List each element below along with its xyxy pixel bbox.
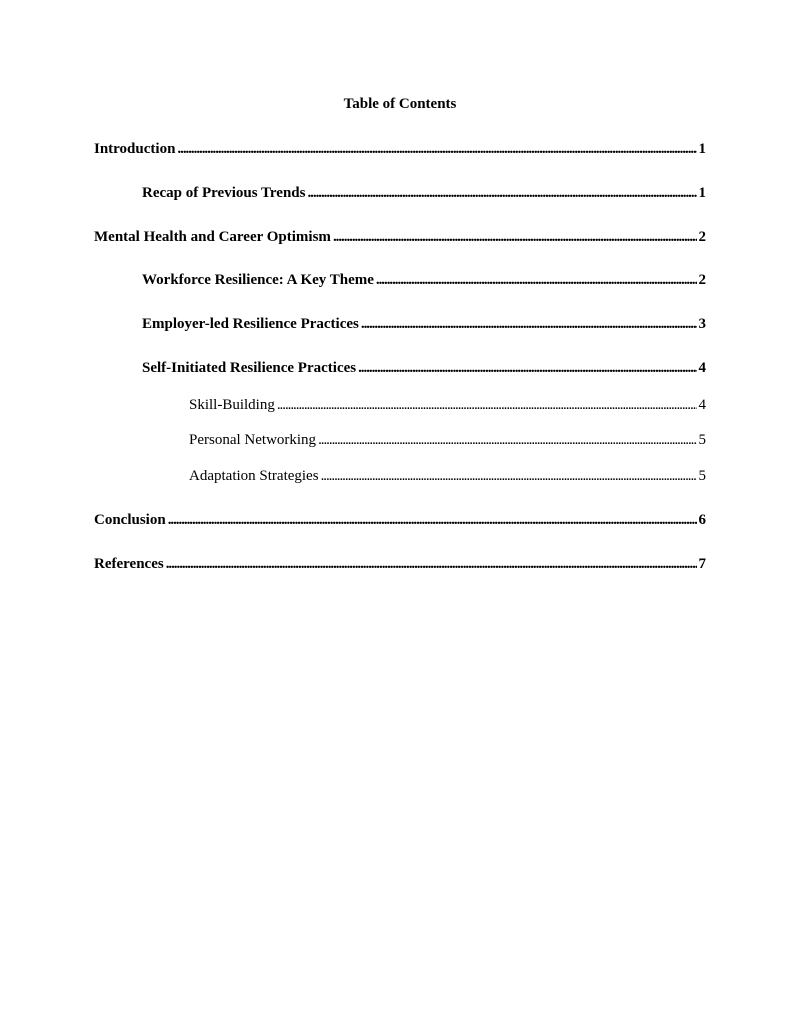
toc-title: Table of Contents xyxy=(343,96,457,112)
toc-entry-label: Recap of Previous Trends xyxy=(142,185,306,201)
toc-entry-label: References xyxy=(94,556,164,572)
dot-leader xyxy=(177,139,696,159)
toc-page-number: 2 xyxy=(698,229,706,245)
toc-entry-label: Mental Health and Career Optimism xyxy=(94,229,331,245)
toc-entry-label: Workforce Resilience: A Key Theme xyxy=(142,272,374,288)
toc-entry-introduction[interactable] xyxy=(94,139,706,159)
toc-entry-label: Adaptation Strategies xyxy=(189,468,319,484)
toc-entry-label: Skill-Building xyxy=(189,397,275,413)
toc-entry-mental-health-and-career-optimism[interactable] xyxy=(94,227,706,247)
toc-entry-references[interactable] xyxy=(94,554,706,574)
dot-leader xyxy=(168,510,697,530)
toc-entry-self-initiated-resilience-practices[interactable] xyxy=(142,358,706,378)
dot-leader xyxy=(307,183,696,203)
toc-page-number: 1 xyxy=(698,185,706,201)
dot-leader xyxy=(358,358,696,378)
toc-page-number: 7 xyxy=(698,556,706,572)
dot-leader xyxy=(321,466,697,486)
toc-entry-label: Introduction xyxy=(94,141,176,157)
toc-page-number: 4 xyxy=(698,397,706,413)
dot-leader xyxy=(166,554,697,574)
toc-entry-recap-of-previous-trends[interactable] xyxy=(142,183,706,203)
toc-entry-skill-building[interactable] xyxy=(189,395,706,415)
dot-leader xyxy=(333,227,697,247)
toc-entry-label: Employer-led Resilience Practices xyxy=(142,316,359,332)
toc-page-number: 4 xyxy=(698,360,706,376)
toc-entry-employer-led-resilience-practices[interactable] xyxy=(142,314,706,334)
dot-leader xyxy=(318,430,696,450)
toc-page-number: 5 xyxy=(698,432,706,448)
toc-entry-label: Conclusion xyxy=(94,512,166,528)
toc-page-number: 2 xyxy=(698,272,706,288)
toc-entry-label: Personal Networking xyxy=(189,432,317,448)
toc-entry-label: Self-Initiated Resilience Practices xyxy=(142,360,357,376)
dot-leader xyxy=(277,395,697,415)
toc-page-number: 5 xyxy=(698,468,706,484)
toc-page-number: 1 xyxy=(698,141,706,157)
toc-entry-personal-networking[interactable] xyxy=(189,430,706,450)
toc-entry-conclusion[interactable] xyxy=(94,510,706,530)
dot-leader xyxy=(376,270,697,290)
dot-leader xyxy=(361,314,697,334)
toc-page-number: 6 xyxy=(698,512,706,528)
toc-page-number: 3 xyxy=(698,316,706,332)
toc-entry-adaptation-strategies[interactable] xyxy=(189,466,706,486)
toc-entry-workforce-resilience[interactable] xyxy=(142,270,706,290)
